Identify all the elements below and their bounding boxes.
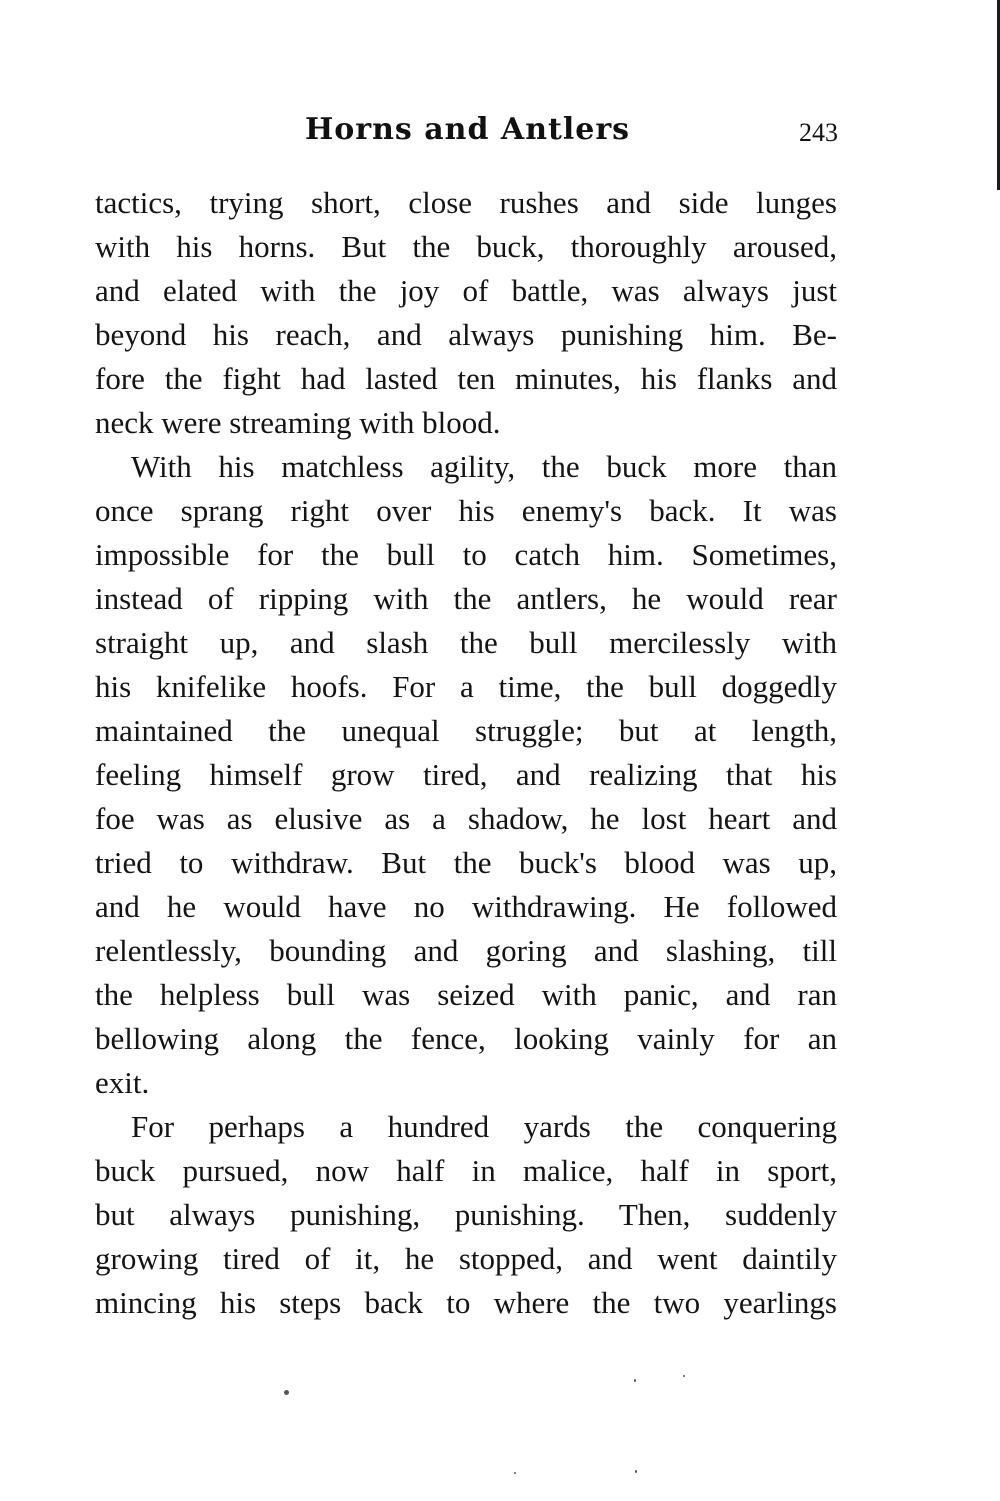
scan-speck (635, 1470, 637, 1473)
text-line: relentlessly, bounding and goring and slashing, till (95, 933, 837, 968)
text-line: exit. (95, 1065, 150, 1100)
text-line: growing tired of it, he stopped, and went daintily (95, 1241, 837, 1276)
body-text (95, 181, 837, 1325)
page-number: 243 (799, 118, 838, 147)
text-line: with his horns. But the buck, thoroughly aroused, (95, 229, 837, 264)
text-line: fore the fight had lasted ten minutes, his flanks and (95, 361, 837, 396)
running-head (95, 112, 840, 156)
text-line: once sprang right over his enemy's back. It was (95, 493, 837, 528)
text-line: bellowing along the fence, looking vainly for an (95, 1021, 837, 1056)
text-line: With his matchless agility, the buck more than (131, 449, 837, 484)
text-line: neck were streaming with blood. (95, 405, 501, 440)
text-line: impossible for the bull to catch him. Sometimes, (95, 537, 837, 572)
running-title: Horns and Antlers (304, 112, 631, 147)
text-line: tried to withdraw. But the buck's blood was up, (95, 845, 837, 880)
text-line: mincing his steps back to where the two yearlings (95, 1285, 837, 1320)
scan-speck (284, 1390, 289, 1395)
text-line: feeling himself grow tired, and realizing that his (95, 757, 837, 792)
text-line: but always punishing, punishing. Then, suddenly (95, 1197, 837, 1232)
text-line: and elated with the joy of battle, was always just (95, 273, 837, 308)
text-line: foe was as elusive as a shadow, he lost heart and (95, 801, 837, 836)
text-line: straight up, and slash the bull mercilessly with (95, 625, 837, 660)
text-line: maintained the unequal struggle; but at length, (95, 713, 837, 748)
scan-speck (514, 1472, 516, 1474)
text-line: For perhaps a hundred yards the conquering (131, 1109, 837, 1144)
text-line: instead of ripping with the antlers, he would rear (95, 581, 837, 616)
text-line: tactics, trying short, close rushes and side lunges (95, 185, 837, 220)
text-line: the helpless bull was seized with panic, and ran (95, 977, 837, 1012)
text-line: his knifelike hoofs. For a time, the bull doggedly (95, 669, 837, 704)
scan-speck (683, 1375, 685, 1377)
scan-speck (634, 1379, 636, 1382)
text-line: buck pursued, now half in malice, half in sport, (95, 1153, 837, 1188)
text-line: beyond his reach, and always punishing him. Be- (95, 317, 837, 352)
text-line: and he would have no withdrawing. He followed (95, 889, 837, 924)
